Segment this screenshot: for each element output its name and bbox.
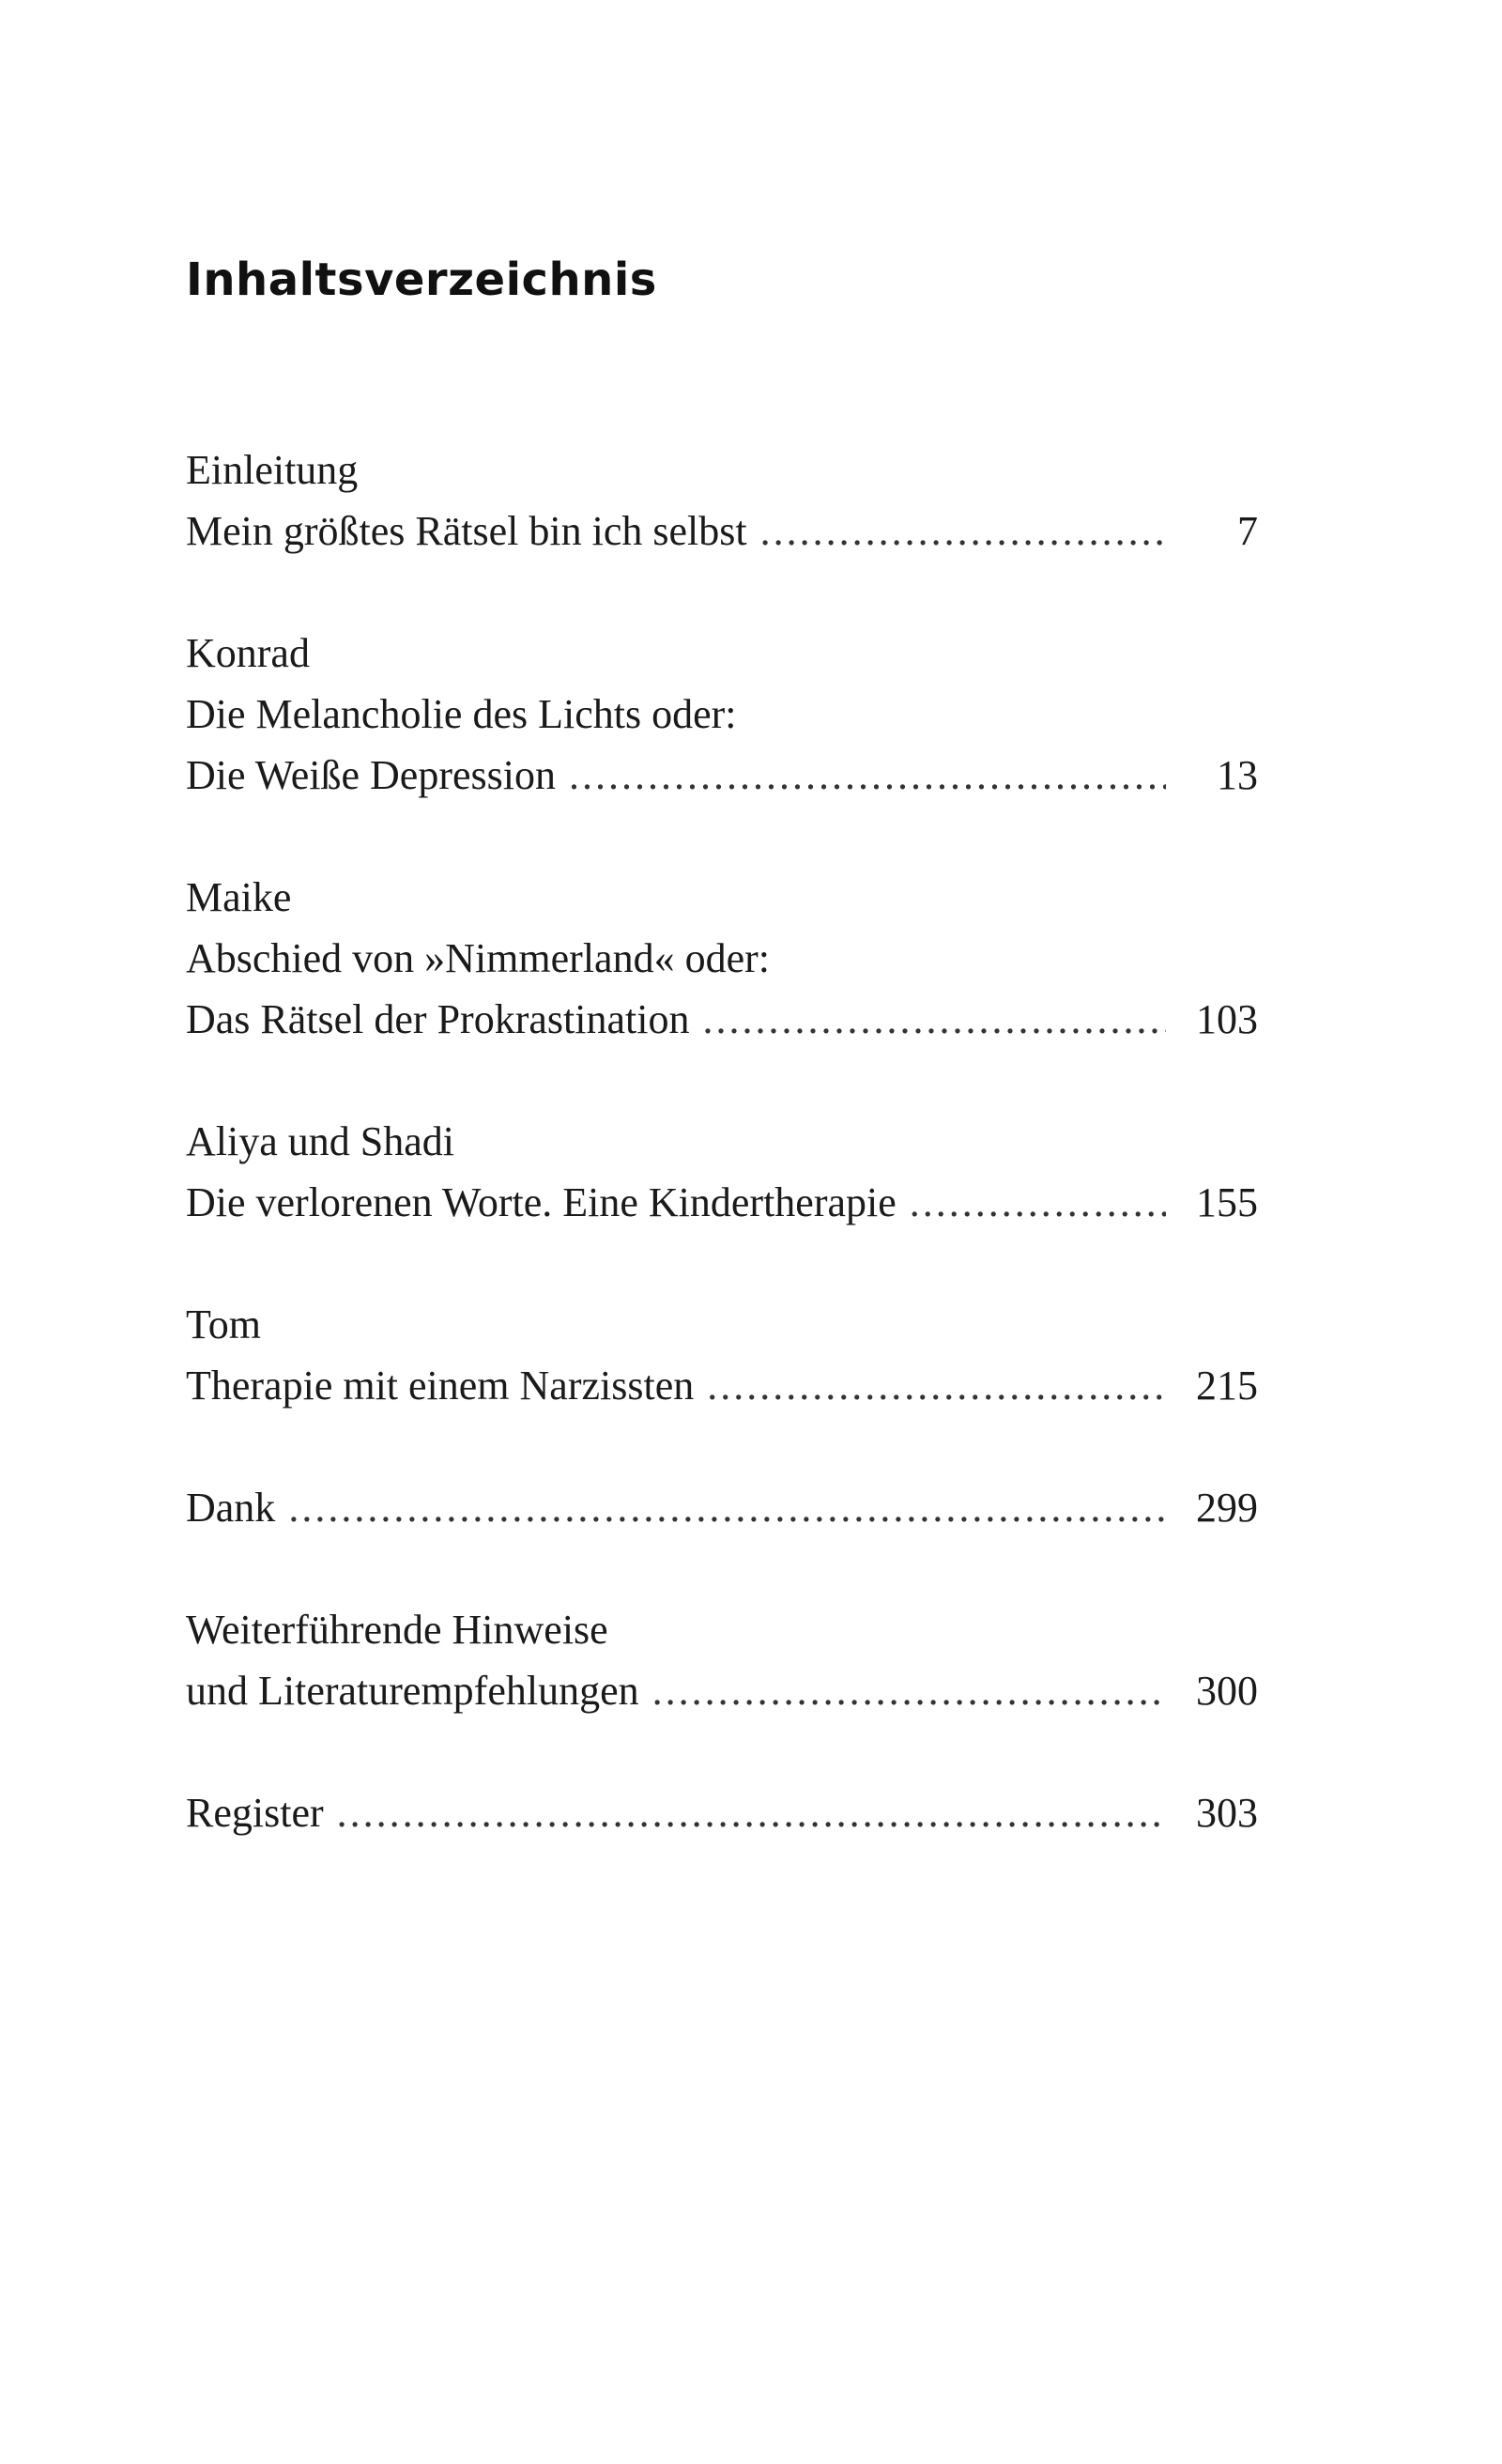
toc-heading-line [186, 684, 1258, 745]
toc-heading-text: Einleitung [186, 447, 359, 493]
dot-leader [702, 989, 1166, 1050]
dot-leader [707, 1355, 1166, 1416]
dot-leader [652, 1660, 1166, 1721]
toc-title-text: Die verlorenen Worte. Eine Kindertherapie [186, 1179, 897, 1225]
toc-title-text: und Literaturempfehlungen [186, 1668, 639, 1714]
page-number: 103 [1196, 996, 1258, 1042]
toc-title-text: Die Weiße Depression [186, 752, 556, 798]
page-number: 299 [1196, 1485, 1258, 1531]
toc-heading-text: Maike [186, 874, 292, 920]
toc-entry [186, 623, 1258, 806]
toc-heading-text: Aliya und Shadi [186, 1118, 454, 1164]
toc-title-text: Register [186, 1790, 324, 1836]
toc-heading-line [186, 1111, 1258, 1172]
dot-leader [337, 1782, 1166, 1843]
toc-entry [186, 867, 1258, 1050]
toc-title-line [186, 1782, 1258, 1843]
page-number: 7 [1237, 508, 1258, 554]
toc-heading-text: Tom [186, 1301, 262, 1348]
toc-title-line [186, 1355, 1258, 1416]
toc-title-text: Das Rätsel der Prokrastination [186, 996, 690, 1042]
toc-heading-text: Die Melancholie des Lichts oder: [186, 691, 737, 737]
toc-title-line [186, 500, 1258, 562]
page-number: 303 [1196, 1790, 1258, 1836]
toc-title-line [186, 1172, 1258, 1233]
toc-heading-text: Abschied von »Nimmerland« oder: [186, 935, 770, 981]
dot-leader [288, 1477, 1166, 1538]
toc-title-line [186, 1477, 1258, 1538]
toc-title-line [186, 1660, 1258, 1721]
toc-entry [186, 1294, 1258, 1416]
page-number: 215 [1196, 1363, 1258, 1409]
toc-heading-text: Konrad [186, 630, 310, 676]
toc-title-line [186, 745, 1258, 806]
toc-title-text: Mein größtes Rätsel bin ich selbst [186, 508, 747, 554]
table-of-contents [186, 439, 1258, 1904]
page-title: Inhaltsverzeichnis [186, 254, 657, 306]
toc-entry [186, 1782, 1258, 1843]
toc-entry [186, 1477, 1258, 1538]
page-number: 13 [1217, 752, 1258, 798]
dot-leader [760, 500, 1166, 562]
toc-entry [186, 439, 1258, 562]
toc-title-text: Dank [186, 1485, 276, 1531]
toc-heading-line [186, 867, 1258, 928]
toc-heading-line [186, 439, 1258, 500]
toc-title-line [186, 989, 1258, 1050]
page-number: 155 [1196, 1179, 1258, 1225]
toc-heading-line [186, 1294, 1258, 1355]
toc-heading-line [186, 1599, 1258, 1660]
toc-entry [186, 1599, 1258, 1721]
toc-heading-line [186, 928, 1258, 989]
dot-leader [910, 1172, 1166, 1233]
toc-heading-text: Weiterführende Hinweise [186, 1607, 608, 1653]
toc-entry [186, 1111, 1258, 1233]
dot-leader [569, 745, 1166, 806]
toc-title-text: Therapie mit einem Narzissten [186, 1363, 695, 1409]
toc-heading-line [186, 623, 1258, 684]
page-number: 300 [1196, 1668, 1258, 1714]
